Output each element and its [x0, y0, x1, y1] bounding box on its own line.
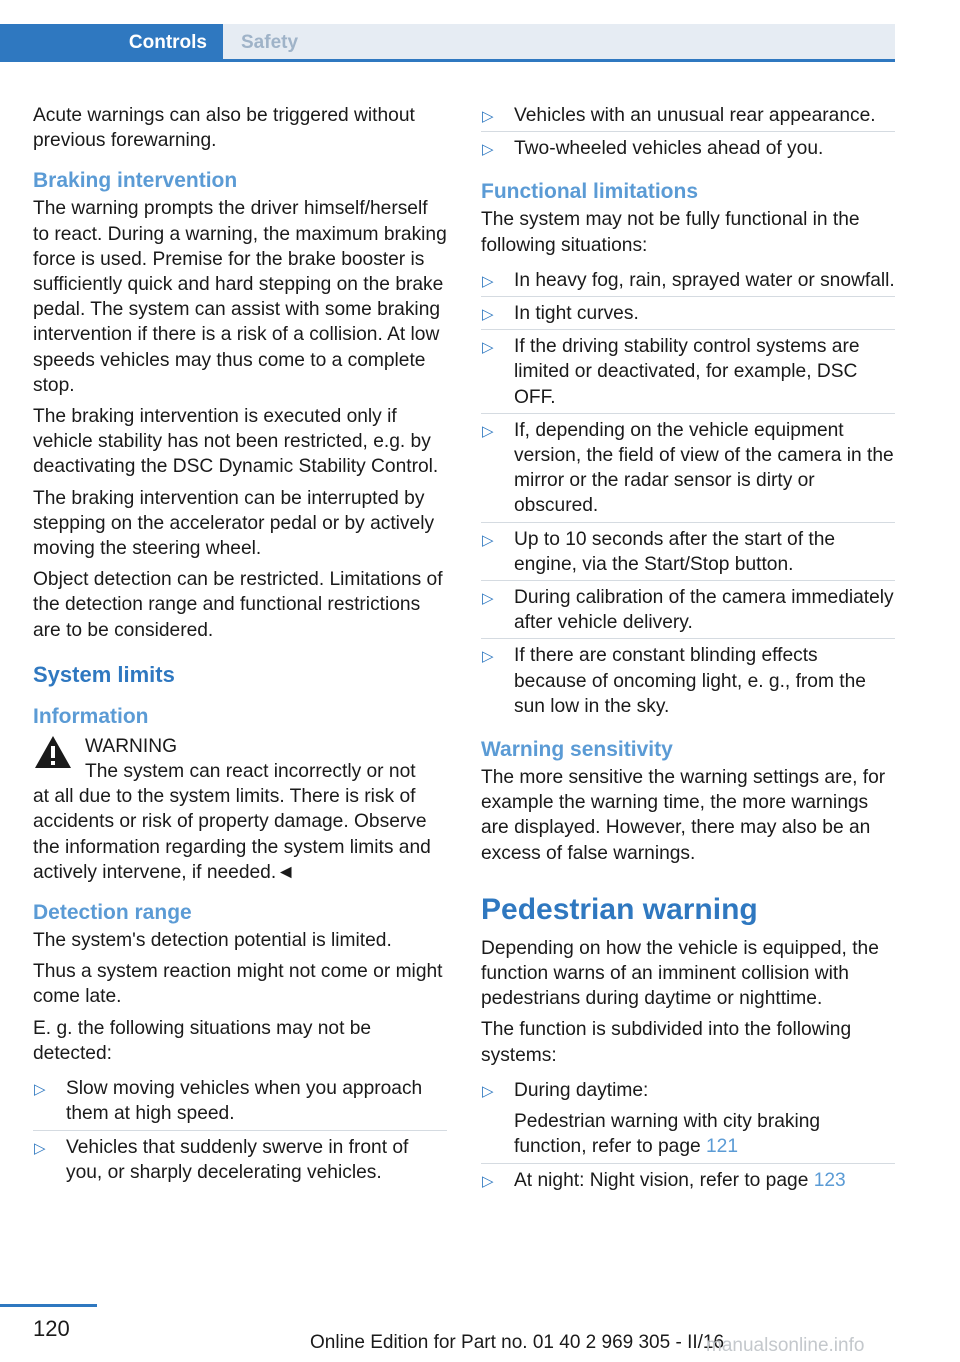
tab-divider — [0, 59, 895, 62]
list-item: ▷ Vehicles that suddenly swerve in front of you, or sharply decelerating vehicles. — [34, 1136, 409, 1183]
braking-paragraph-3: The braking intervention can be interrupted by stepping on the accelerator pedal or by actively moving the steering wheel. — [33, 487, 435, 560]
edition-footer: Online Edition for Part no. 01 40 2 969 305 - II/16 — [310, 1332, 725, 1353]
right-column — [481, 103, 895, 1200]
page-link-121[interactable]: 121 — [706, 1136, 739, 1158]
functional-paragraph: The system may not be fully functional in the following situations: — [481, 209, 860, 256]
list-item: ▷ In tight curves. — [481, 297, 895, 330]
warning-block — [33, 732, 447, 885]
warning-label: WARNING — [85, 735, 178, 757]
functional-list — [481, 264, 895, 722]
list-item: ▷ Up to 10 seconds after the start of the engine, via the Start/Stop button. — [481, 523, 895, 581]
list-item: ▷ If the driving stability control systems are limited or deactivated, for example, DSC OFF. — [481, 330, 895, 414]
triangle-right-icon: ▷ — [482, 1172, 494, 1190]
detection-paragraph-3: E. g. the following situations may not be detected: — [33, 1017, 372, 1064]
pedestrian-paragraph-2: The function is subdivided into the following systems: — [481, 1019, 852, 1066]
triangle-right-icon: ▷ — [482, 108, 494, 125]
page-link-123[interactable]: 123 — [813, 1169, 846, 1191]
watermark-text: manualsonline.info — [706, 1335, 865, 1356]
tab-controls[interactable]: Controls — [0, 24, 223, 62]
braking-paragraph-1: The warning prompts the driver himself/herself to react. During a warning, the maximum braking force is used. Premise for the brake booster is sufficiently quick and hard stepping on the brake pedal. The system can assist with some braking intervention if there is a risk of a collision. At low speeds vehicles may thus come to a complete stop. — [33, 198, 447, 396]
braking-paragraph-4: Object detection can be restricted. Limitations of the detection range and functional restrictions are to be considered. — [33, 569, 443, 641]
functional-limitations-heading: Functional limitations — [481, 180, 699, 204]
triangle-right-icon: ▷ — [482, 531, 494, 549]
triangle-right-icon: ▷ — [482, 306, 494, 324]
list-item: ▷ If there are constant blinding effects because of oncoming light, e. g., from the sun low in the sky. — [482, 645, 866, 717]
triangle-right-icon: ▷ — [482, 141, 494, 159]
left-column — [33, 103, 447, 1192]
pedestrian-item-detail: Pedestrian warning with city braking function, refer to page 121 — [514, 1111, 821, 1158]
tab-safety[interactable]: Safety — [223, 24, 895, 62]
intro-paragraph: Acute warnings can also be triggered without previous forewarning. — [33, 105, 415, 152]
braking-paragraph-2: The braking intervention is executed only if vehicle stability has not been restricted, e.g. by deactivating the DSC Dynamic Stability Control. — [33, 406, 439, 478]
pedestrian-paragraph-1: Depending on how the vehicle is equipped, the function warns of an imminent collision with pedestrians during daytime or nighttime. — [481, 937, 879, 1010]
triangle-right-icon: ▷ — [482, 648, 494, 666]
triangle-right-icon: ▷ — [34, 1081, 46, 1099]
warning-text: at all due to the system limits. There is risk of accidents or risk of property damage. Observe the information regarding the system limits and actively intervene, if needed.◄ — [33, 786, 431, 883]
triangle-right-icon: ▷ — [482, 422, 494, 440]
list-item — [481, 1074, 895, 1164]
page-number: 120 — [33, 1316, 70, 1341]
detection-list-continued — [481, 103, 895, 164]
list-item: ▷ Two-wheeled vehicles ahead of you. — [481, 132, 895, 164]
detection-range-heading: Detection range — [33, 901, 192, 925]
system-limits-heading: System limits — [33, 661, 175, 687]
triangle-right-icon: ▷ — [34, 1139, 46, 1157]
pedestrian-item-title: During daytime: — [514, 1079, 649, 1101]
section-tabs — [0, 24, 895, 62]
detection-paragraph-2: Thus a system reaction might not come or might come late. — [33, 961, 443, 1008]
list-item: ▷ If, depending on the vehicle equipment version, the field of view of the camera in the mirror or the radar sensor is dirty or obscured. — [481, 414, 895, 523]
triangle-right-icon: ▷ — [482, 590, 494, 608]
warning-triangle-icon — [33, 734, 73, 770]
warning-sensitivity-heading: Warning sensitivity — [481, 738, 673, 762]
list-item: ▷ At night: Night vision, refer to page 123 — [481, 1164, 895, 1196]
sensitivity-paragraph: The more sensitive the warning settings are, for example the warning time, the more warnings are displayed. However, there may also be an excess of false warnings. — [481, 767, 886, 864]
list-item: ▷ Vehicles with an unusual rear appearance. — [481, 103, 895, 132]
triangle-right-icon: ▷ — [482, 1082, 494, 1100]
detection-paragraph-1: The system's detection potential is limited. — [33, 930, 392, 952]
list-item: ▷ During calibration of the camera immediately after vehicle delivery. — [481, 581, 895, 639]
information-heading: Information — [33, 704, 149, 728]
list-item: ▷ Slow moving vehicles when you approach them at high speed. — [33, 1072, 447, 1130]
detection-list — [33, 1072, 447, 1188]
pedestrian-list — [481, 1074, 895, 1196]
page-number-rule — [0, 1304, 97, 1307]
list-item: ▷ In heavy fog, rain, sprayed water or snowfall. — [481, 264, 895, 297]
warning-first-line: The system can react incorrectly or not — [85, 761, 416, 783]
pedestrian-warning-heading: Pedestrian warning — [481, 892, 758, 926]
triangle-right-icon: ▷ — [482, 272, 494, 290]
triangle-right-icon: ▷ — [482, 339, 494, 357]
braking-intervention-heading: Braking intervention — [33, 169, 238, 193]
